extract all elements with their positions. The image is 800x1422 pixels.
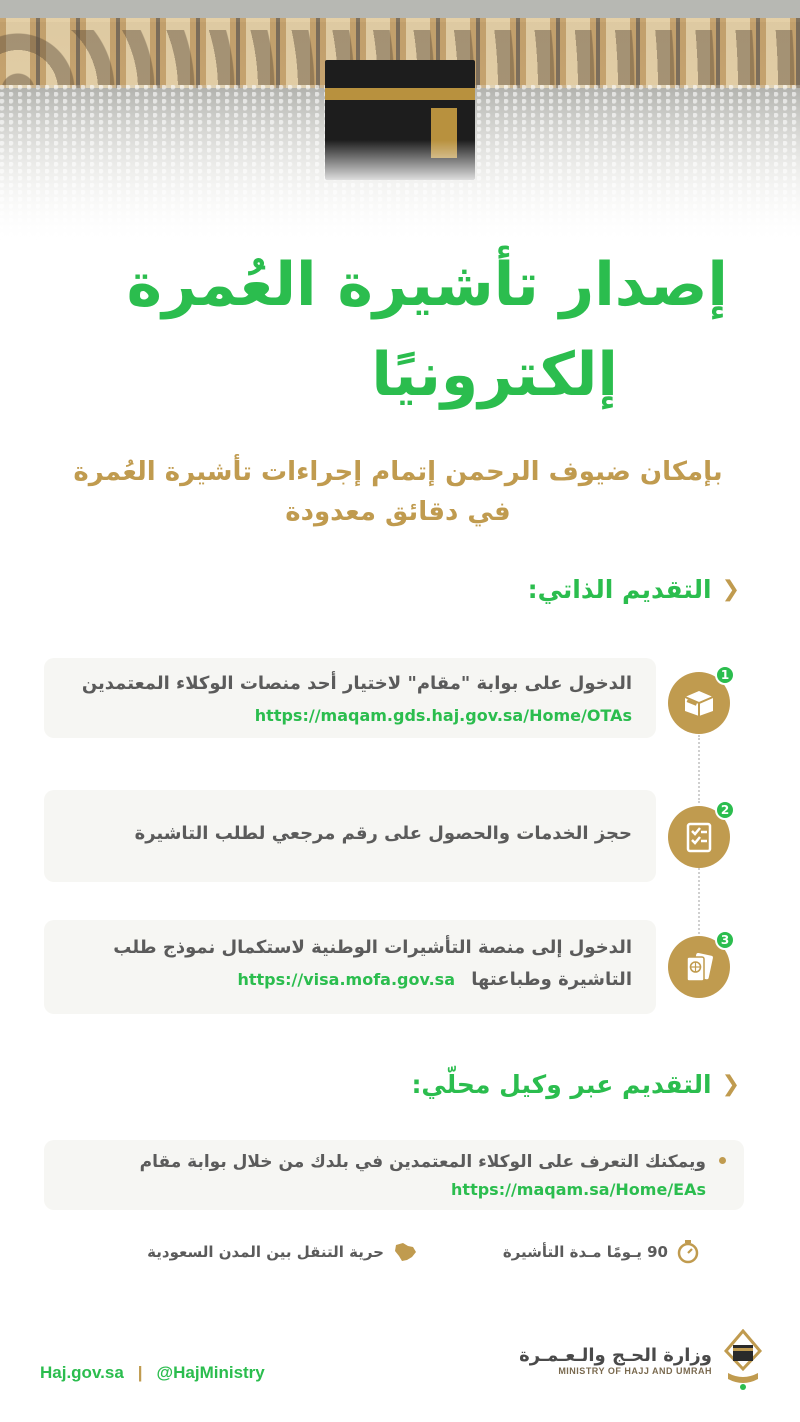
step-number-1: 1 xyxy=(715,665,735,685)
step-connector xyxy=(698,735,700,803)
ministry-name-en: MINISTRY OF HAJJ AND UMRAH xyxy=(558,1365,712,1376)
step-3-text-line-1: الدخول إلى منصة التأشيرات الوطنية لاستكمال نموذج طلب xyxy=(113,937,632,958)
chevron-left-icon: ❮ xyxy=(721,1071,740,1097)
feature-duration xyxy=(503,1234,700,1270)
ministry-emblem-icon xyxy=(722,1329,764,1391)
title-line-2: إلكترونيًا xyxy=(371,340,618,410)
saudi-map-icon xyxy=(392,1241,418,1263)
feature-duration-text: 90 يـومًا مـدة التأشيرة xyxy=(502,1243,668,1261)
subtitle-line-2: في دقائق معدودة xyxy=(285,497,511,527)
local-agent-card xyxy=(44,1140,744,1210)
page-title xyxy=(68,240,728,420)
step-card-2 xyxy=(44,790,656,882)
ministry-names xyxy=(519,1345,712,1376)
step-card-1 xyxy=(44,658,656,738)
stopwatch-icon xyxy=(676,1239,700,1265)
step-connector xyxy=(698,868,700,934)
social-handle[interactable]: @HajMinistry xyxy=(156,1363,265,1382)
step-number-2: 2 xyxy=(715,800,735,820)
local-agent-heading xyxy=(340,1070,740,1099)
site-link[interactable]: Haj.gov.sa xyxy=(40,1363,124,1382)
subtitle-line-1: بإمكان ضيوف الرحمن إتمام إجراءات تأشيرة العُمرة xyxy=(73,457,723,487)
kaaba xyxy=(325,60,475,180)
features-row xyxy=(0,1234,800,1270)
hero-image xyxy=(0,0,800,240)
local-agent-text: ويمكنك التعرف على الوكلاء المعتمدين في بلدك من خلال بوابة مقام xyxy=(139,1152,706,1172)
step-1-text: الدخول على بوابة "مقام" لاختيار أحد منصات الوكلاء المعتمدين xyxy=(81,673,632,694)
step-number-3: 3 xyxy=(715,930,735,950)
chevron-left-icon: ❮ xyxy=(721,576,740,602)
feature-travel-text: حرية التنقل بين المدن السعودية xyxy=(147,1243,384,1261)
title-line-1: إصدار تأشيرة العُمرة xyxy=(126,250,728,320)
step-card-3 xyxy=(44,920,656,1014)
self-apply-heading xyxy=(340,575,740,604)
step-1-link[interactable]: https://maqam.gds.haj.gov.sa/Home/OTAs xyxy=(254,706,632,725)
local-agent-link[interactable]: https://maqam.sa/Home/EAs xyxy=(451,1180,706,1199)
ministry-name-ar: وزارة الحـج والـعـمـرة xyxy=(519,1344,712,1366)
self-apply-heading-text: التقديم الذاتي: xyxy=(527,575,712,604)
footer-links xyxy=(40,1360,265,1386)
subtitle xyxy=(68,452,728,532)
local-agent-heading-text: التقديم عبر وكيل محلّي: xyxy=(411,1070,712,1099)
ministry-logo xyxy=(519,1325,764,1395)
bullet-dot xyxy=(719,1157,726,1164)
step-3-text-line-2: التاشيرة وطباعتها xyxy=(471,969,632,990)
footer-separator: | xyxy=(137,1363,143,1382)
step-2-text: حجز الخدمات والحصول على رقم مرجعي لطلب التاشيرة xyxy=(134,823,632,844)
feature-travel xyxy=(147,1234,418,1270)
step-3-link[interactable]: https://visa.mofa.gov.sa xyxy=(237,970,455,989)
